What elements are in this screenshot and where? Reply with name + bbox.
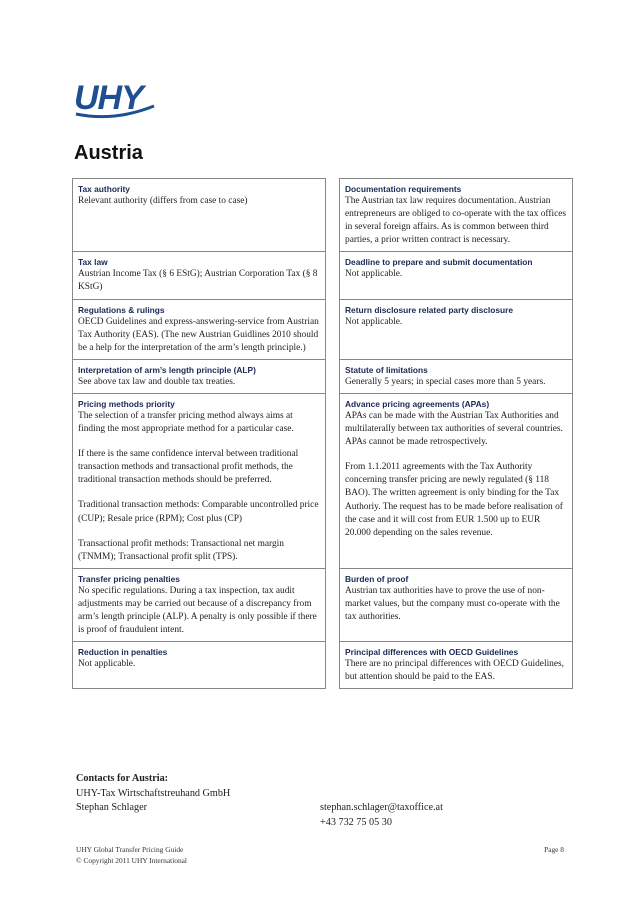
cell-text: Austrian tax authorities have to prove the use of non-market values, but the company must co-operate with the tax authorities. <box>345 585 560 622</box>
column-gap <box>326 359 340 393</box>
cell-text: See above tax law and double tax treaties. <box>78 376 236 387</box>
column-gap <box>326 299 340 359</box>
cell-left <box>73 568 326 641</box>
cell-text: Generally 5 years; in special cases more than 5 years. <box>345 376 546 387</box>
cell-text: Not applicable. <box>345 316 403 327</box>
contact-email[interactable]: stephan.schlager@taxoffice.at <box>320 802 443 813</box>
table-row <box>73 642 573 689</box>
cell-right <box>340 359 573 393</box>
cell-text: No specific regulations. During a tax inspection, tax audit adjustments may be carried out because of a discrepancy from arm’s length principle (ALP). A penalty is only possible if there is proof of fraudulent intent. <box>78 585 317 636</box>
table-row <box>73 359 573 393</box>
cell-text: From 1.1.2011 agreements with the Tax Authority concerning transfer pricing are newly regulated (§ 118 BAO). The written agreement is only binding for the Tax Authoriy. The request has to be made before realisation of the case and it will cost from EUR 1.500 up to EUR 20.000 depending on the sales revenue. <box>345 462 563 538</box>
cell-left <box>73 359 326 393</box>
logo-text: UHY <box>74 79 143 117</box>
cell-heading: Interpretation of arm’s length principle (ALP) <box>78 364 256 375</box>
table-row <box>73 299 573 359</box>
contact-person: Stephan Schlager <box>76 802 148 813</box>
cell-text: If there is the same confidence interval between traditional transaction methods and transactional profit methods, the traditional transaction methods should be preferred. <box>78 449 299 486</box>
cell-heading: Transfer pricing penalties <box>78 573 180 584</box>
cell-text: Relevant authority (differs from case to case) <box>78 196 248 206</box>
cell-right <box>340 393 573 568</box>
cell-left <box>73 252 326 299</box>
cell-heading: Principal differences with OECD Guidelines <box>345 647 519 658</box>
cell-heading: Tax authority <box>78 184 130 194</box>
contact-company: UHY-Tax Wirtschaftstreuhand GmbH <box>76 787 231 799</box>
cell-text: There are no principal differences with OECD Guidelines, but attention should be paid to the EAS. <box>345 659 565 683</box>
contacts-block <box>76 772 576 830</box>
cell-heading: Deadline to prepare and submit documentation <box>345 257 533 268</box>
contact-phone: +43 732 75 05 30 <box>320 816 392 828</box>
cell-heading: Documentation requirements <box>345 184 462 194</box>
cell-heading: Statute of limitations <box>345 364 428 375</box>
cell-text: Transactional profit methods: Transactional net margin (TNMM); Transactional profit split (TPS). <box>78 538 284 562</box>
cell-heading: Burden of proof <box>345 573 409 584</box>
table-row <box>73 252 573 299</box>
cell-left <box>73 179 326 252</box>
footer-copyright: © Copyright 2011 UHY International <box>76 856 187 865</box>
cell-text: Austrian Income Tax (§ 6 EStG); Austrian Corporation Tax (§ 8 KStG) <box>78 269 318 293</box>
cell-heading: Pricing methods priority <box>78 398 175 409</box>
contacts-title: Contacts for Austria: <box>76 773 169 784</box>
column-gap <box>326 252 340 299</box>
cell-text: The Austrian tax law requires documentation. Austrian entrepreneurs are obliged to co-operate with the tax offices in several foreign affairs. As is common between third parties, a prior written contract is necessary. <box>345 196 567 246</box>
table-row <box>73 568 573 641</box>
cell-heading: Return disclosure related party disclosure <box>345 304 514 315</box>
cell-text: The selection of a transfer pricing method always aims at finding the most appropriate method for a particular case. <box>78 410 294 435</box>
footer-guide-title: UHY Global Transfer Pricing Guide <box>76 845 184 854</box>
cell-text: APAs can be made with the Austrian Tax Authorities and multilaterally between tax authorities of several countries. APAs cannot be made retrospectively. <box>345 410 563 448</box>
uhy-logo <box>74 76 156 120</box>
cell-text: Traditional transaction methods: Comparable uncontrolled price (CUP); Resale price (RPM); Cost plus (CP) <box>78 500 319 524</box>
country-title: Austria <box>74 142 143 164</box>
cell-left <box>73 299 326 359</box>
cell-right <box>340 642 573 689</box>
column-gap <box>326 179 340 252</box>
cell-text: Not applicable. <box>78 659 136 670</box>
tax-info-table <box>72 178 573 689</box>
cell-heading: Advance pricing agreements (APAs) <box>345 398 490 409</box>
cell-right <box>340 299 573 359</box>
column-gap <box>326 393 340 568</box>
cell-heading: Regulations & rulings <box>78 304 165 315</box>
cell-text: OECD Guidelines and express-answering-service from Austrian Tax Authority (EAS). (The new Austrian Guidlines 2010 should be a help for the interpretation of the arm’s length principle.) <box>78 316 319 353</box>
cell-right <box>340 568 573 641</box>
cell-left <box>73 393 326 568</box>
column-gap <box>326 568 340 641</box>
page-number: Page 8 <box>544 845 564 854</box>
table-row <box>73 393 573 568</box>
cell-heading: Tax law <box>78 257 108 268</box>
table-row <box>73 179 573 252</box>
page-footer <box>76 844 564 866</box>
cell-left <box>73 642 326 689</box>
cell-heading: Reduction in penalties <box>78 647 168 658</box>
cell-right <box>340 179 573 252</box>
cell-text: Not applicable. <box>345 269 403 280</box>
cell-right <box>340 252 573 299</box>
column-gap <box>326 642 340 689</box>
